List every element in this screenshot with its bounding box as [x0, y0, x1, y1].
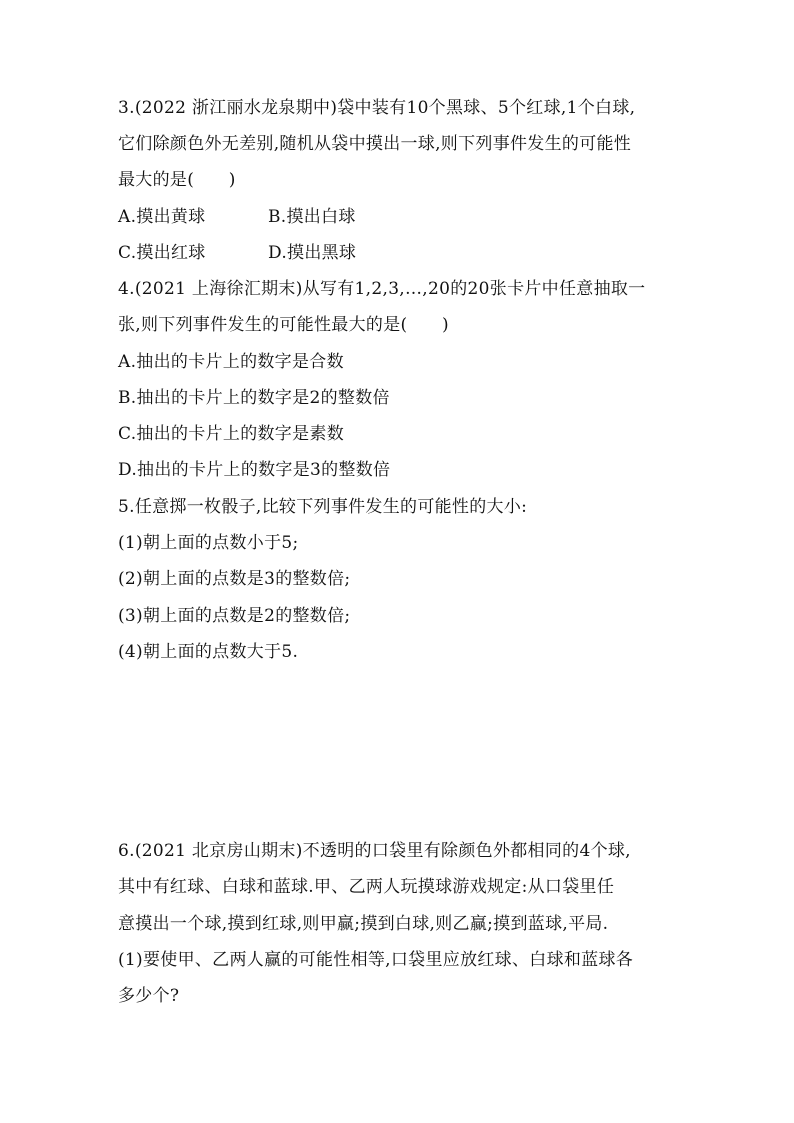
question-3-line-1: 3.(2022 浙江丽水龙泉期中)袋中装有10个黑球、5个红球,1个白球, [118, 98, 636, 118]
question-5-line-1: 5.任意掷一枚骰子,比较下列事件发生的可能性的大小: [118, 497, 528, 517]
question-6-line-3: 意摸出一个球,摸到红球,则甲赢;摸到白球,则乙赢;摸到蓝球,平局. [118, 914, 609, 934]
question-3-option-d: D.摸出黑球 [268, 243, 357, 263]
question-4-option-a: A.抽出的卡片上的数字是合数 [118, 352, 344, 372]
question-3-line-3: 最大的是( ) [118, 170, 236, 190]
question-6-sub-1-line-1: (1)要使甲、乙两人赢的可能性相等,口袋里应放红球、白球和蓝球各 [118, 950, 634, 970]
question-4-option-c: C.抽出的卡片上的数字是素数 [118, 424, 345, 444]
question-3-option-b: B.摸出白球 [268, 207, 356, 227]
question-4-option-d: D.抽出的卡片上的数字是3的整数倍 [118, 460, 391, 480]
question-5-item-3: (3)朝上面的点数是2的整数倍; [118, 606, 351, 626]
question-6-line-1: 6.(2021 北京房山期末)不透明的口袋里有除颜色外都相同的4个球, [118, 841, 631, 861]
question-4-line-2: 张,则下列事件发生的可能性最大的是( ) [118, 315, 449, 335]
question-3-line-2: 它们除颜色外无差别,随机从袋中摸出一球,则下列事件发生的可能性 [118, 134, 632, 154]
question-3-option-c: C.摸出红球 [118, 243, 206, 263]
question-6-line-2: 其中有红球、白球和蓝球.甲、乙两人玩摸球游戏规定:从口袋里任 [118, 877, 615, 897]
question-6-sub-1-line-2: 多少个? [118, 986, 180, 1006]
question-5-item-4: (4)朝上面的点数大于5. [118, 642, 299, 662]
question-4-line-1: 4.(2021 上海徐汇期末)从写有1,2,3,…,20的20张卡片中任意抽取一 [118, 279, 646, 299]
question-5-item-2: (2)朝上面的点数是3的整数倍; [118, 569, 351, 589]
question-5-item-1: (1)朝上面的点数小于5; [118, 533, 299, 553]
question-3-option-a: A.摸出黄球 [118, 207, 206, 227]
question-4-option-b: B.抽出的卡片上的数字是2的整数倍 [118, 388, 390, 408]
